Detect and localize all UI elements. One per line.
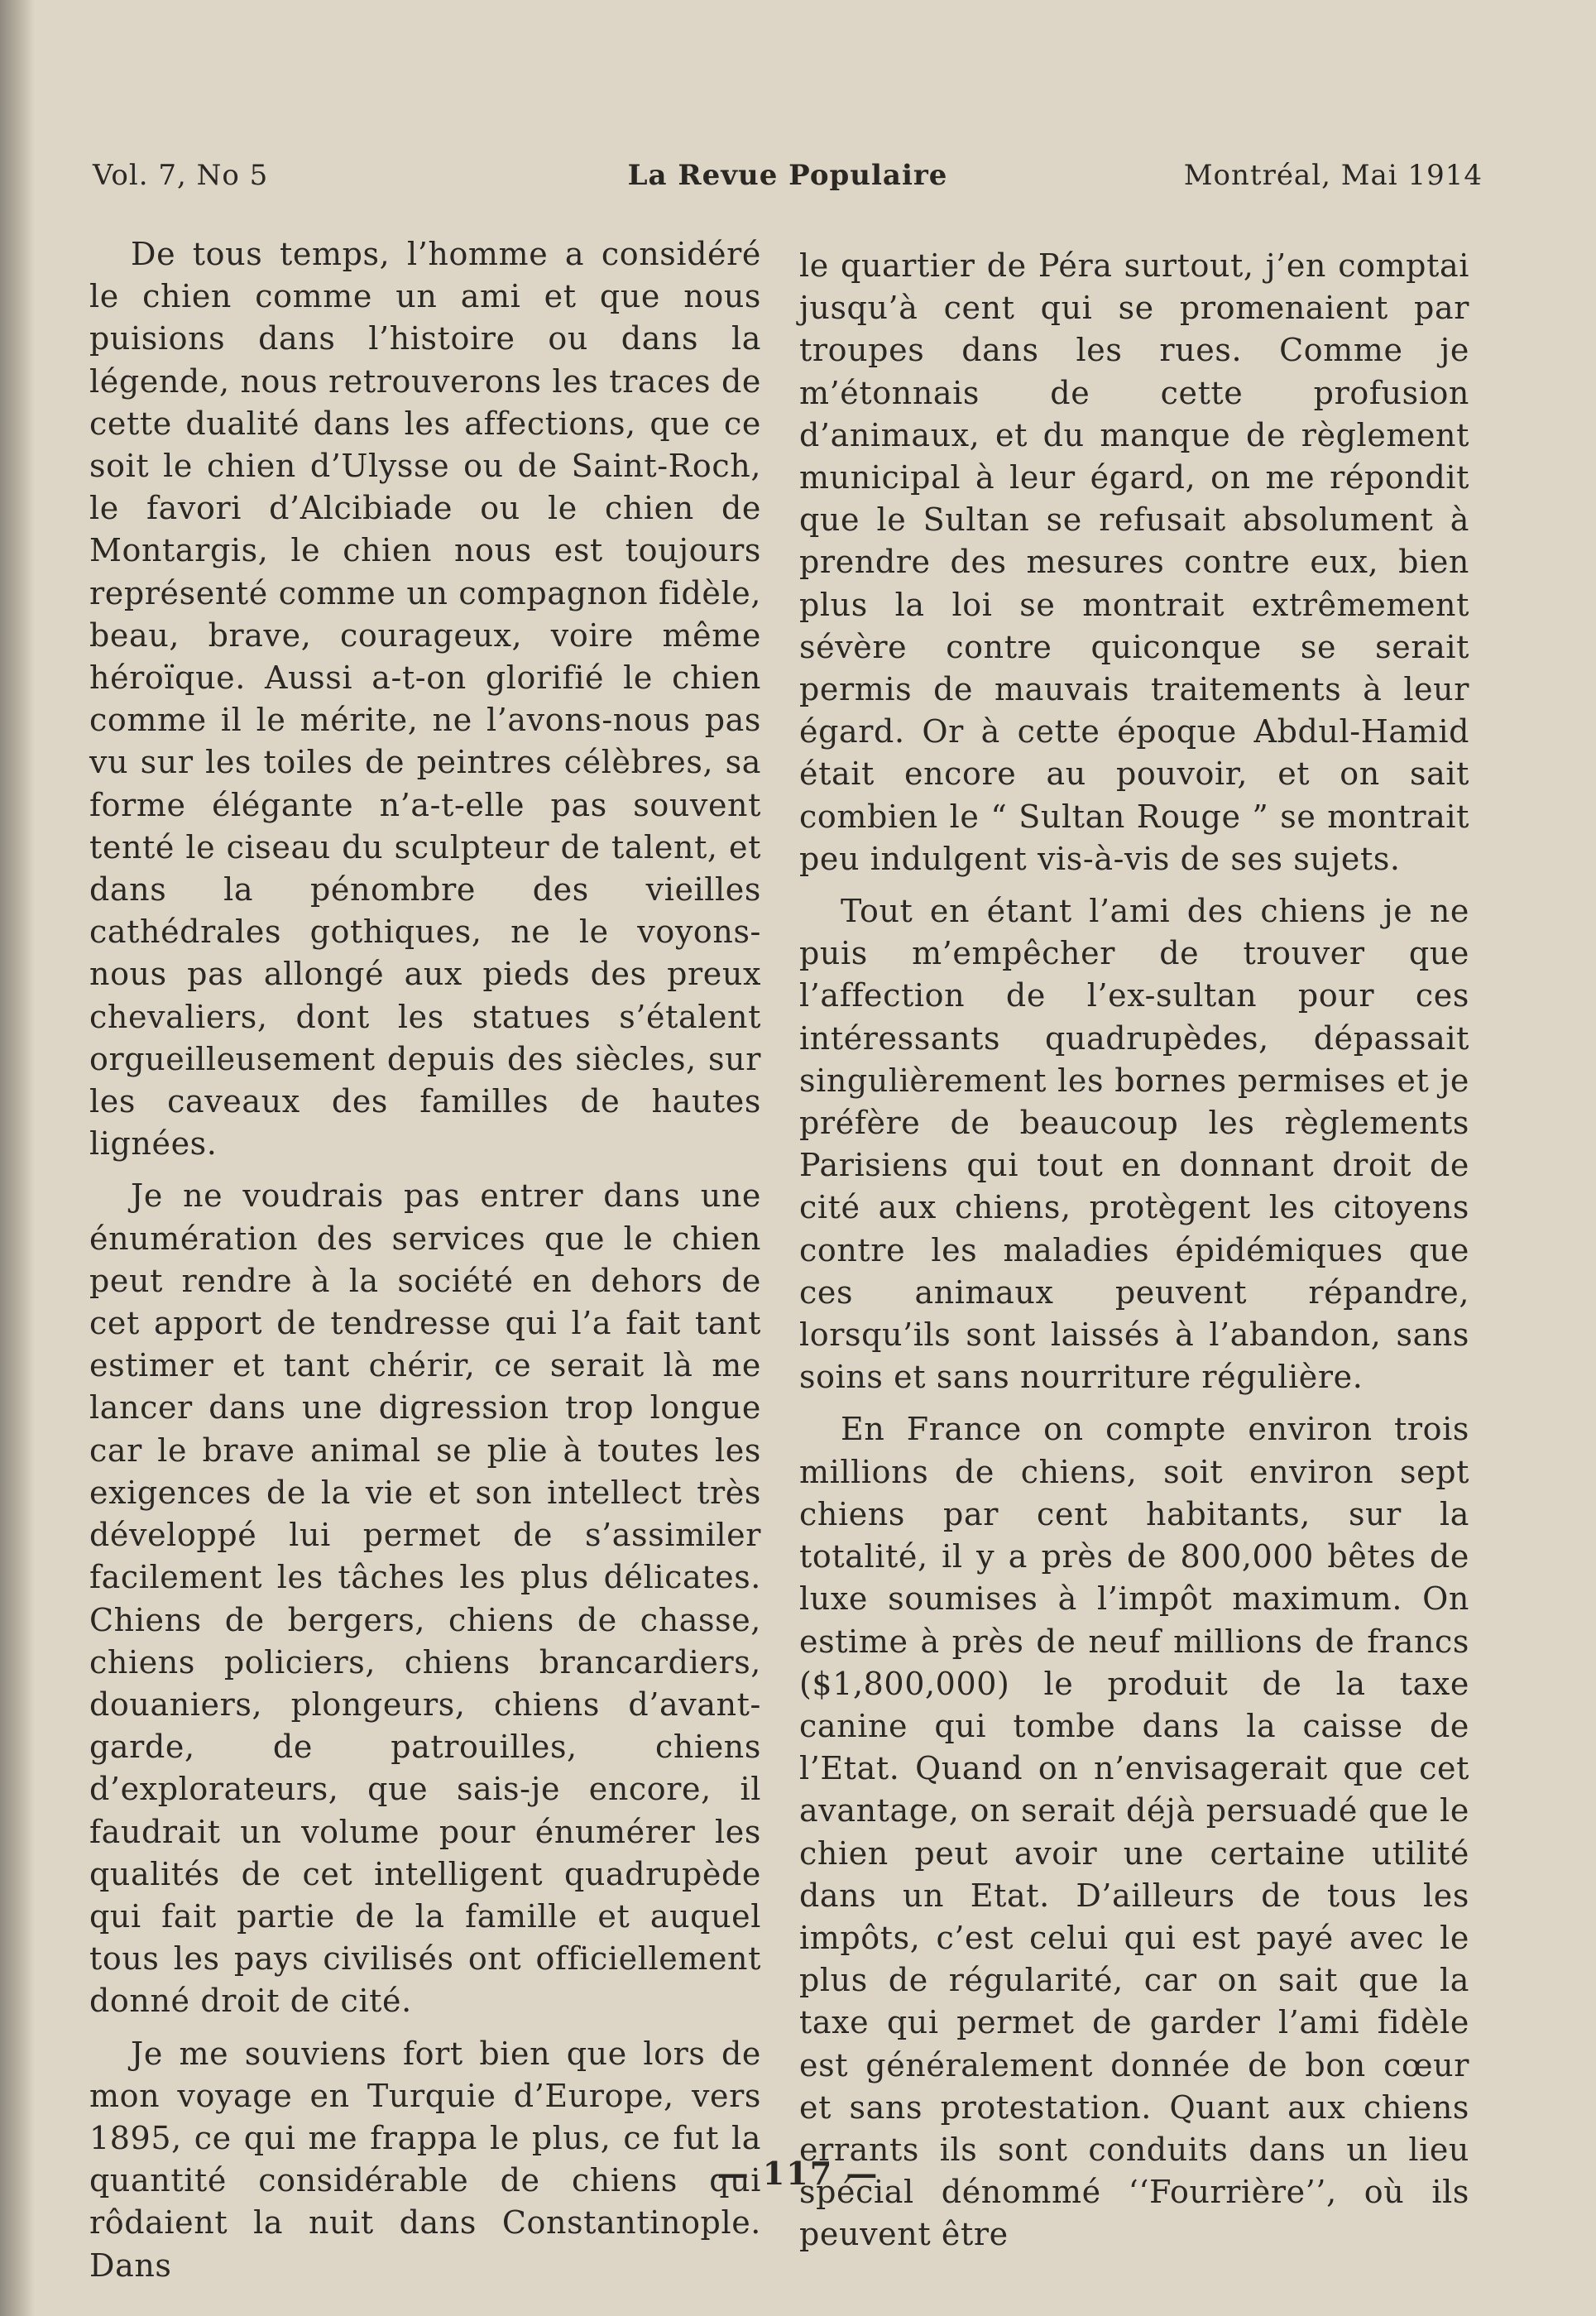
paragraph: En France on compte environ trois millions de chiens, soit environ sept chiens par cent habitants, sur la totalité, il y a près de 800,000 bêtes de luxe soumises à l’impôt maximum. On estime à près de neuf millions de francs ($1,800,000) le produit de la taxe canine qui tombe dans la caisse de l’Etat. Quand on n’envisagerait que cet avantage, on serait déjà persuadé que le chien peut avoir une certaine utilité dans un Etat. D’ailleurs de tous les impôts, c’est celui qui est payé avec le plus de régularité, car on sait que la taxe qui permet de garder l’ami fidèle est généralement donnée de bon cœur et sans protestation. Quant aux chiens errants ils sont conduits dans un lieu spécial dénommé ‘‘Fourrière’’, où ils peuvent être [799,1411,1469,2253]
publication-title: La Revue Populaire [627,159,948,192]
paragraph-continuation: le quartier de Péra surtout, j’en comptai jusqu’à cent qui se promenaient par troupes dans les rues. Comme je m’étonnais de cette profusion d’animaux, et du manque de règlement municipal à leur égard, on me répondit que le Sultan se refusait absolument à prendre des mesures contre eux, bien plus la loi se montrait extrêmement sévère contre quiconque se serait permis de mauvais traitements à leur égard. Or à cette époque Abdul-Hamid était encore au pouvoir, et on sait combien le “ Sultan Rouge ” se montrait peu indulgent vis-à-vis de ses sujets. [799,247,1469,877]
place-and-date: Montréal, Mai 1914 [1183,159,1483,192]
page-number: — 117 — [717,2155,879,2192]
page-gutter-shadow [0,0,35,2316]
paragraph: Tout en étant l’ami des chiens je ne puis m’empêcher de trouver que l’affection de l’ex-sultan pour ces intéressants quadrupèdes, dépassait singulièrement les bornes permises et je préfère de beaucoup les règlements Parisiens qui tout en donnant droit de cité aux chiens, protègent les citoyens contre les maladies épidémiques que ces animaux peuvent répandre, lorsqu’ils sont laissés à l’abandon, sans soins et sans nourriture régulière. [799,893,1469,1396]
paragraph: Je me souviens fort bien que lors de mon voyage en Turquie d’Europe, vers 1895, ce qui me frappa le plus, ce fut la quantité considérable de chiens qui rôdaient la nuit dans Constantinople. Dans [89,2035,761,2284]
paragraph: De tous temps, l’homme a considéré le chien comme un ami et que nous puisions dans l’histoire ou dans la légende, nous retrouverons les traces de cette dualité dans les affections, que ce soit le chien d’Ulysse ou de Saint-Roch, le favori d’Alcibiade ou le chien de Montargis, le chien nous est toujours représenté comme un compagnon fidèle, beau, brave, courageux, voire même héroïque. Aussi a-t-on glorifié le chien comme il le mérite, ne l’avons-nous pas vu sur les toiles de peintres célèbres, sa forme élégante n’a-t-elle pas souvent tenté le ciseau du sculpteur de talent, et dans la pénombre des vieilles cathédrales gothiques, ne le voyons-nous pas allongé aux pieds des preux chevaliers, dont les statues s’étalent orgueilleusement depuis des siècles, sur les caveaux des familles de hautes lignées. [89,236,761,1163]
volume-number: Vol. 7, No 5 [93,159,269,192]
paragraph: Je ne voudrais pas entrer dans une énumération des services que le chien peut rendre à la société en dehors de cet apport de tendresse qui l’a fait tant estimer et tant chérir, ce serait là me lancer dans une digression trop longue car le brave animal se plie à toutes les exigences de la vie et son intellect très développé lui permet de s’assimiler facilement les tâches les plus délicates. Chiens de bergers, chiens de chasse, chiens policiers, chiens brancardiers, douaniers, plongeurs, chiens d’avant-garde, de patrouilles, chiens d’explorateurs, que sais-je encore, il faudrait un volume pour énumérer les qualités de cet intelligent quadrupède qui fait partie de la famille et auquel tous les pays civilisés ont officiellement donné droit de cité. [89,1177,761,2020]
right-column [799,245,1469,2266]
left-column [89,233,761,2297]
running-header [93,159,1483,200]
